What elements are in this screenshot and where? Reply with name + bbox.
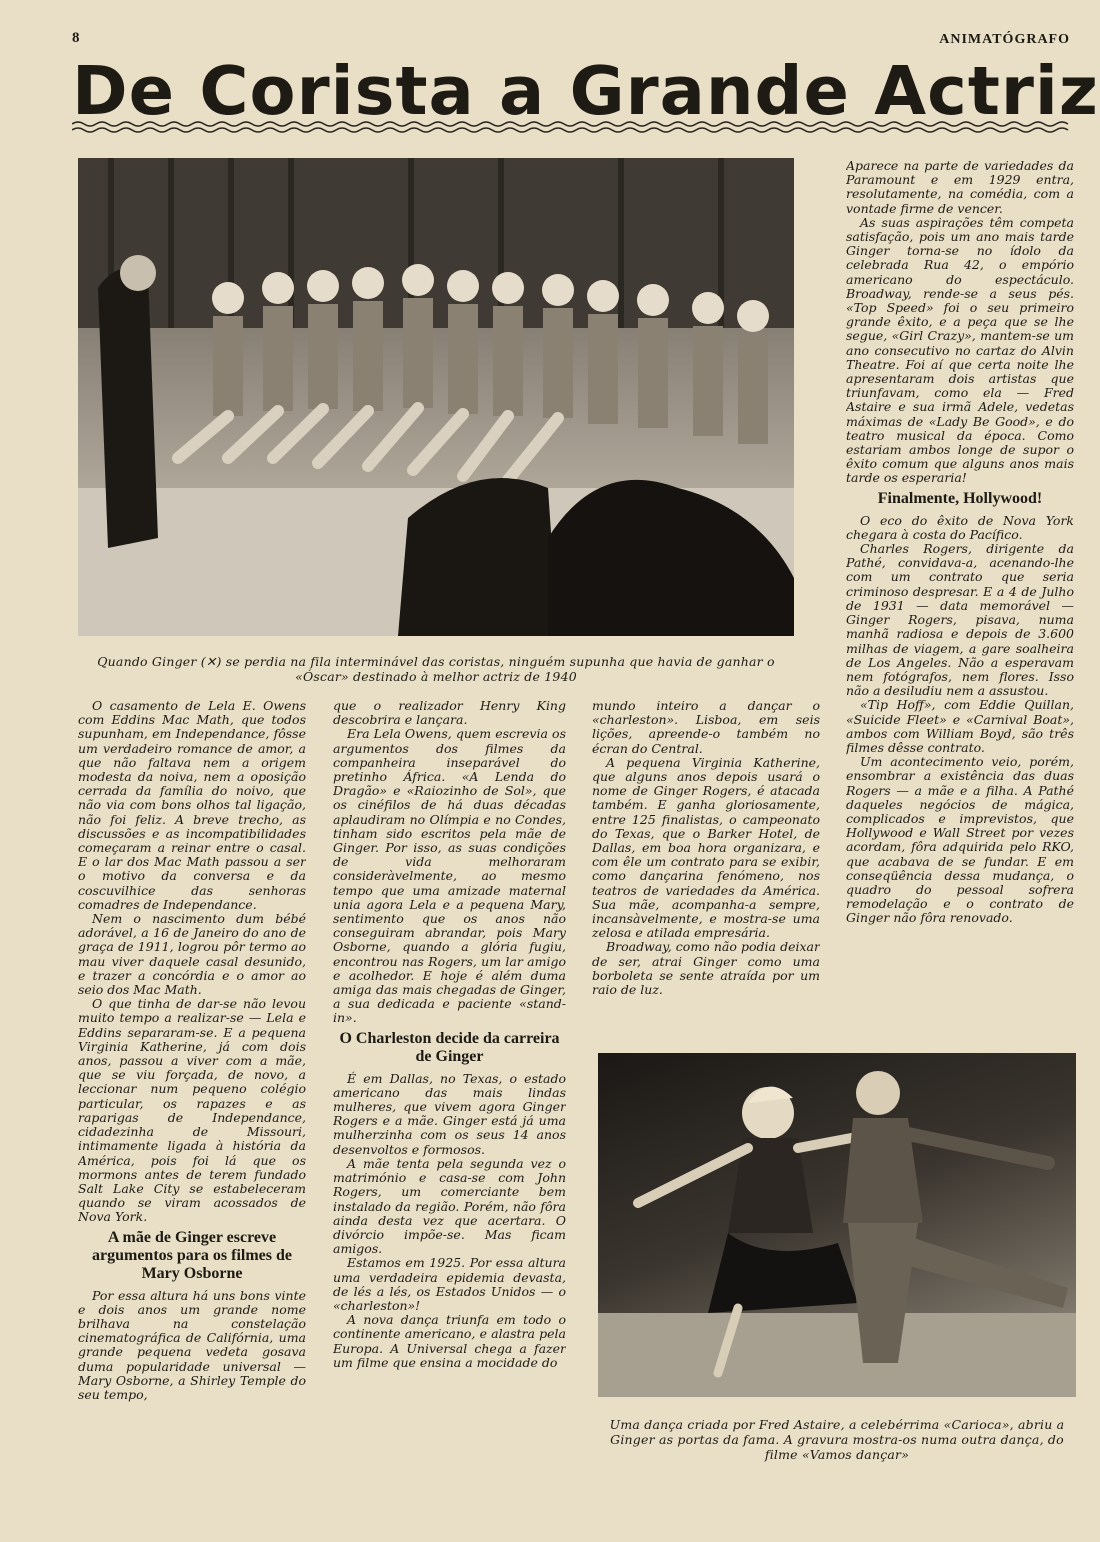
subheading: O Charleston decide da carreira de Ginger: [339, 1029, 560, 1065]
paragraph: O que tinha de dar-se não levou muito tempo a realizar-se — Lela e Eddins separaram-se. E a pequena Virginia Katherine, já com dois anos, passou a viver com a mãe, que se viu forçada, de novo, a leccionar num pequeno colégio particular, os rapazes e as raparigas de Independance, cidadezinha de Missouri, intimamente ligada à história da América, pois foi lá que os mormons antes de terem fundado Salt Lake City se estabeleceram quando se viram acossados de Nova York.: [78, 996, 306, 1225]
paragraph: Era Lela Owens, quem escrevia os argumentos dos filmes da companheira inseparável do pretinho África. «A Lenda do Dragão» e «Raiozinho de Sol», que os cinéfilos de há duas décadas aplaudiram no Olímpia e no Condes, tinham sido escritos pela mãe de Ginger. Por isso, as suas condições de vida melhoraram consideràvelmente, ao mesmo tempo que uma amizade maternal unia agora Lela e a pequena Mary, sentimento que os anos não conseguiram abrandar, pois Mary Osborne, quando a glória fugiu, encontrou nas Rogers, um lar amigo e acolhedor. E hoje é além duma amiga das mais chegadas de Ginger, a sua dedicada e paciente «stand-in».: [333, 726, 566, 1026]
paragraph: A nova dança triunfa em todo o continente americano, e alastra pela Europa. A Universal chega a fazer um filme que ensina a mocidade do: [333, 1312, 566, 1370]
paragraph: A mãe tenta pela segunda vez o matrimónio e casa-se com John Rogers, um comerciante bem instalado da região. Porém, não fôra ainda desta vez que acertara. O divórcio impõe-se. Mas ficam amigos.: [333, 1155, 566, 1257]
paragraph: O casamento de Lela E. Owens com Eddins Mac Math, que todos supunham, em Independance, fôsse um verdadeiro romance de amor, a que não faltava nem a origem modesta da noiva, nem a oposição cerrada da família do noivo, que não via com bons olhos tal ligação, não foi feliz. A breve trecho, as discussões e as incompatibilidades começaram a reinar entre o casal. E o lar dos Mac Math passou a ser o motivo da conversa e da coscuvilhice das senhoras comadres de Independance.: [78, 699, 306, 912]
paragraph: «Tip Hoff», com Eddie Quillan, «Suicide Fleet» e «Carnival Boat», ambos com William Boyd, são três filmes dêsse contrato.: [846, 697, 1074, 755]
paragraph: Um acontecimento veio, porém, ensombrar a existência das duas Rogers — a mãe e a filha. A Pathé daqueles negócios de mágica, complicados e imprevistos, que Hollywood e Wall Street por vezes acordam, fôra adquirida pelo RKO, que acabava de se fundar. E em conseqüência dessa mudança, o quadro do pessoal sofrera remodelação e o contrato de Ginger não fôra renovado.: [846, 754, 1074, 926]
article-column-4: [846, 159, 1074, 1039]
paragraph: mundo inteiro a dançar o «charleston». Lisboa, em seis lições, apreende-o também no écran do Central.: [592, 699, 820, 756]
page-number: 8: [72, 30, 80, 46]
paragraph: Estamos em 1925. Por essa altura uma verdadeira epidemia devasta, de lés a lés, os Estados Unidos — o «charleston»!: [333, 1255, 566, 1313]
article-column-1: [78, 699, 306, 1479]
paragraph: É em Dallas, no Texas, o estado americano das mais lindas mulheres, que vivem agora Ginger Rogers e a mãe. Ginger está já uma mulherzinha com os seus 14 anos desenvoltos e formosos.: [333, 1070, 566, 1157]
paragraph: As suas aspirações têm competa satisfação, pois um ano mais tarde Ginger torna-se no ídolo da celebrada Rua 42, o empório americano do espectáculo. Broadway, rende-se a seus pés. «Top Speed» foi o seu primeiro grande êxito, e a peça que se lhe segue, «Girl Crazy», mantem-se um ano consecutivo no cartaz do Alvin Theatre. Foi aí que certa noite lhe apresentaram dois artistas que triunfavam, como ela — Fred Astaire e sua irmã Adele, vedetas máximas de «Lady Be Good», e do teatro musical da época. Como estariam ambos longe de supor o êxito comum que alguns anos mais tarde os esperaria!: [846, 214, 1074, 486]
paragraph: que o realizador Henry King descobrira e lançara.: [333, 699, 566, 728]
subheading: Finalmente, Hollywood!: [877, 489, 1043, 507]
paragraph: Por essa altura há uns bons vinte e dois anos um grande nome brilhava na constelação cinematográfica de Califórnia, uma grande pequena vedeta gosava duma popularidade universal — Mary Osborne, a Shirley Temple do seu tempo,: [78, 1287, 306, 1402]
paragraph: Nem o nascimento dum bébé adorável, a 16 de Janeiro do ano de graça de 1911, logrou pôr termo ao mau viver daquele casal desunido, e trazer a concórdia e o amor ao seio dos Mac Math.: [78, 911, 306, 998]
paragraph: Broadway, como não podia deixar de ser, atrai Ginger como uma borboleta se sente atraída por um raio de luz.: [592, 939, 820, 998]
headline: De Corista a Grande Actriz: [72, 52, 1099, 130]
paragraph: Aparece na parte de variedades da Paramount e em 1929 entra, resolutamente, na comédia, com a vontade firme de vencer.: [846, 159, 1074, 216]
paragraph: O eco do êxito de Nova York chegara à costa do Pacífico.: [846, 512, 1074, 542]
subheading: A mãe de Ginger escreve argumentos para os filmes de Mary Osborne: [92, 1228, 292, 1282]
dance-photo: [598, 1053, 1076, 1397]
article-column-3: [592, 699, 820, 1039]
paragraph: A pequena Virginia Katherine, que alguns anos depois usará o nome de Ginger Rogers, é atacada também. E ganha gloriosamente, entre 125 finalistas, o campeonato do Texas, que o Barker Hotel, de Dallas, em boa hora organizara, e com êle um contrato para se exibir, como dançarina fenómeno, nos teatros de variedades da América. Sua mãe, acompanha-a sempre, incansàvelmente, e mostra-se uma zelosa e atilada empresária.: [592, 754, 820, 941]
chorus-line-photo: [78, 158, 794, 636]
article-column-2: [333, 699, 566, 1479]
bottom-photo-caption: Uma dança criada por Fred Astaire, a celebérrima «Carioca», abriu a Ginger as portas da fama. A gravura mostra-os numa outra dança, do filme «Vamos dançar»: [609, 1417, 1065, 1462]
magazine-name: ANIMATÓGRAFO: [939, 32, 1070, 47]
top-photo-caption: Quando Ginger (✕) se perdia na fila interminável das coristas, ninguém supunha que havia de ganhar o «Óscar» destinado à melhor actriz de 1940: [97, 654, 775, 684]
paragraph: Charles Rogers, dirigente da Pathé, convidava-a, acenando-lhe com um contrato que seria criminoso despresar. E a 4 de Julho de 1931 — data memorável — Ginger Rogers, pisava, numa manhã radiosa e depois de 3.600 milhas de viagem, a gare soalheira de Los Angeles. Não a esperavam nem fotógrafos, nem flores. Isso não a desiludiu nem a assustou.: [846, 541, 1074, 699]
headline-wavy-rule: [72, 120, 1072, 136]
